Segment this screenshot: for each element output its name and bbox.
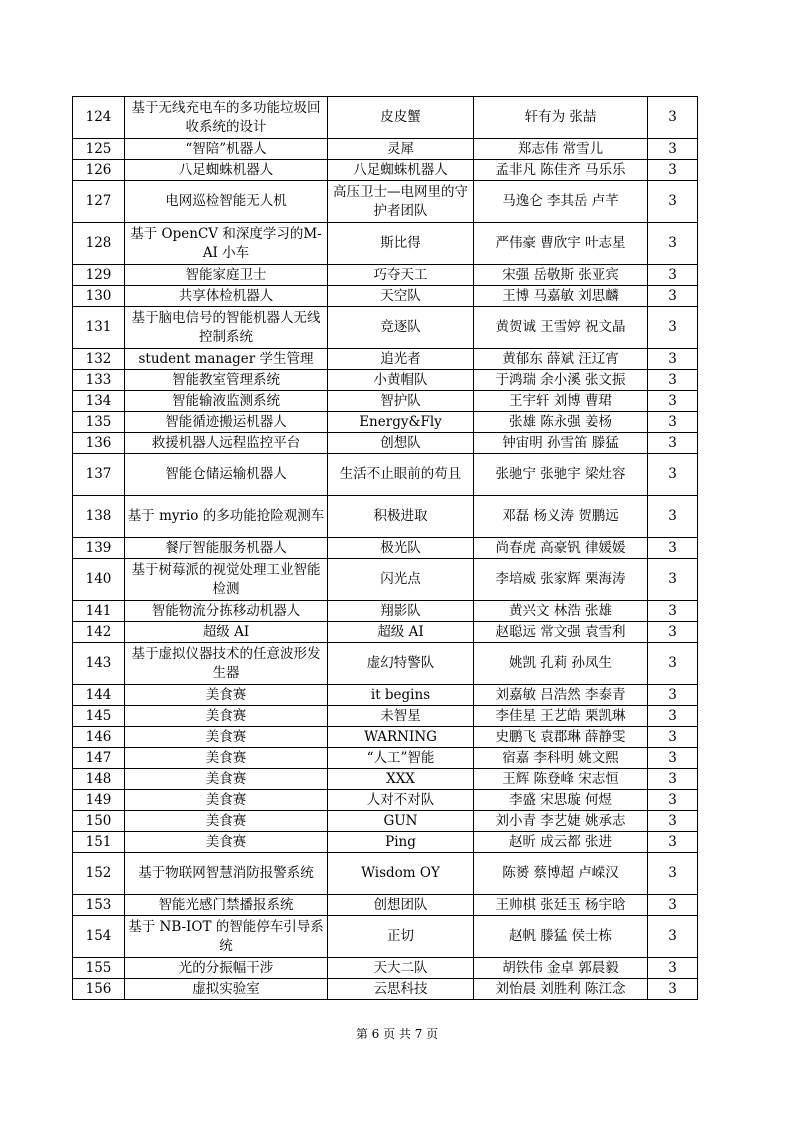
table-row bbox=[73, 412, 698, 433]
team-name-cell: XXX bbox=[328, 769, 474, 790]
count-cell: 3 bbox=[648, 538, 698, 559]
team-name-cell: 巧夺天工 bbox=[328, 265, 474, 286]
table-row bbox=[73, 286, 698, 307]
count-cell: 3 bbox=[648, 349, 698, 370]
members-cell: 宿嘉 李科明 姚文熙 bbox=[474, 748, 648, 769]
team-name-cell: 八足蜘蛛机器人 bbox=[328, 160, 474, 181]
table-row bbox=[73, 265, 698, 286]
results-table bbox=[72, 96, 698, 1000]
members-cell: 王帅棋 张廷玉 杨宇晗 bbox=[474, 895, 648, 916]
project-name-cell: 智能教室管理系统 bbox=[125, 370, 328, 391]
row-number-cell: 133 bbox=[73, 370, 125, 391]
table-row bbox=[73, 706, 698, 727]
team-name-cell: 正切 bbox=[328, 916, 474, 958]
row-number-cell: 145 bbox=[73, 706, 125, 727]
row-number-cell: 141 bbox=[73, 601, 125, 622]
team-name-cell: 超级 AI bbox=[328, 622, 474, 643]
project-name-cell: 美食赛 bbox=[125, 769, 328, 790]
project-name-cell: 共享体检机器人 bbox=[125, 286, 328, 307]
members-cell: 于鸿瑞 余小溪 张文振 bbox=[474, 370, 648, 391]
project-name-cell: 智能家庭卫士 bbox=[125, 265, 328, 286]
row-number-cell: 144 bbox=[73, 685, 125, 706]
project-name-cell: 智能循迹搬运机器人 bbox=[125, 412, 328, 433]
row-number-cell: 125 bbox=[73, 139, 125, 160]
project-name-cell: 电网巡检智能无人机 bbox=[125, 181, 328, 223]
members-cell: 李佳星 王艺皓 栗凯琳 bbox=[474, 706, 648, 727]
project-name-cell: 基于 OpenCV 和深度学习的M-AI 小车 bbox=[125, 223, 328, 265]
count-cell: 3 bbox=[648, 706, 698, 727]
count-cell: 3 bbox=[648, 433, 698, 454]
members-cell: 严伟豪 曹欣宇 叶志星 bbox=[474, 223, 648, 265]
table-row bbox=[73, 748, 698, 769]
page-footer: 第 6 页 共 7 页 bbox=[355, 1027, 439, 1041]
table-row bbox=[73, 601, 698, 622]
count-cell: 3 bbox=[648, 643, 698, 685]
count-cell: 3 bbox=[648, 853, 698, 895]
count-cell: 3 bbox=[648, 601, 698, 622]
table-row bbox=[73, 832, 698, 853]
row-number-cell: 124 bbox=[73, 97, 125, 139]
count-cell: 3 bbox=[648, 748, 698, 769]
row-number-cell: 146 bbox=[73, 727, 125, 748]
project-name-cell: “智陪”机器人 bbox=[125, 139, 328, 160]
project-name-cell: 美食赛 bbox=[125, 727, 328, 748]
count-cell: 3 bbox=[648, 685, 698, 706]
count-cell: 3 bbox=[648, 895, 698, 916]
count-cell: 3 bbox=[648, 391, 698, 412]
project-name-cell: 基于虚拟仪器技术的任意波形发生器 bbox=[125, 643, 328, 685]
project-name-cell: 美食赛 bbox=[125, 832, 328, 853]
members-cell: 郑志伟 常雪儿 bbox=[474, 139, 648, 160]
count-cell: 3 bbox=[648, 958, 698, 979]
team-name-cell: 人对不对队 bbox=[328, 790, 474, 811]
project-name-cell: 智能仓储运输机器人 bbox=[125, 454, 328, 496]
table-row bbox=[73, 223, 698, 265]
team-name-cell: Wisdom OY bbox=[328, 853, 474, 895]
row-number-cell: 128 bbox=[73, 223, 125, 265]
members-cell: 赵昕 成云都 张进 bbox=[474, 832, 648, 853]
row-number-cell: 127 bbox=[73, 181, 125, 223]
team-name-cell: Ping bbox=[328, 832, 474, 853]
members-cell: 孟非凡 陈佳齐 马乐乐 bbox=[474, 160, 648, 181]
team-name-cell: 皮皮蟹 bbox=[328, 97, 474, 139]
table-body bbox=[73, 97, 698, 1000]
count-cell: 3 bbox=[648, 811, 698, 832]
count-cell: 3 bbox=[648, 370, 698, 391]
count-cell: 3 bbox=[648, 790, 698, 811]
table-row bbox=[73, 433, 698, 454]
table-row bbox=[73, 160, 698, 181]
members-cell: 王宇轩 刘博 曹珺 bbox=[474, 391, 648, 412]
project-name-cell: 虚拟实验室 bbox=[125, 979, 328, 1000]
count-cell: 3 bbox=[648, 727, 698, 748]
project-name-cell: 美食赛 bbox=[125, 790, 328, 811]
row-number-cell: 130 bbox=[73, 286, 125, 307]
project-name-cell: 智能光感门禁播报系统 bbox=[125, 895, 328, 916]
row-number-cell: 137 bbox=[73, 454, 125, 496]
project-name-cell: 美食赛 bbox=[125, 706, 328, 727]
table-row bbox=[73, 685, 698, 706]
row-number-cell: 129 bbox=[73, 265, 125, 286]
row-number-cell: 152 bbox=[73, 853, 125, 895]
table-row bbox=[73, 538, 698, 559]
team-name-cell: 高压卫士—电网里的守护者团队 bbox=[328, 181, 474, 223]
project-name-cell: 基于物联网智慧消防报警系统 bbox=[125, 853, 328, 895]
table-row bbox=[73, 370, 698, 391]
members-cell: 尚春虎 高豪钒 律媛媛 bbox=[474, 538, 648, 559]
team-name-cell: it begins bbox=[328, 685, 474, 706]
table-row bbox=[73, 790, 698, 811]
count-cell: 3 bbox=[648, 265, 698, 286]
team-name-cell: 智护队 bbox=[328, 391, 474, 412]
table-row bbox=[73, 559, 698, 601]
count-cell: 3 bbox=[648, 769, 698, 790]
table-row bbox=[73, 811, 698, 832]
members-cell: 刘小青 李艺婕 姚承志 bbox=[474, 811, 648, 832]
project-name-cell: 超级 AI bbox=[125, 622, 328, 643]
project-name-cell: 基于 NB-IOT 的智能停车引导系统 bbox=[125, 916, 328, 958]
members-cell: 邓磊 杨义涛 贺鹏远 bbox=[474, 496, 648, 538]
row-number-cell: 140 bbox=[73, 559, 125, 601]
members-cell: 黄郁东 薛斌 汪辽宵 bbox=[474, 349, 648, 370]
row-number-cell: 142 bbox=[73, 622, 125, 643]
row-number-cell: 155 bbox=[73, 958, 125, 979]
count-cell: 3 bbox=[648, 97, 698, 139]
team-name-cell: 斯比得 bbox=[328, 223, 474, 265]
team-name-cell: 积极进取 bbox=[328, 496, 474, 538]
project-name-cell: 智能输液监测系统 bbox=[125, 391, 328, 412]
members-cell: 黄贺诚 王雪婷 祝文晶 bbox=[474, 307, 648, 349]
team-name-cell: 虚幻特警队 bbox=[328, 643, 474, 685]
members-cell: 王辉 陈登峰 宋志恒 bbox=[474, 769, 648, 790]
row-number-cell: 131 bbox=[73, 307, 125, 349]
team-name-cell: 小黄帽队 bbox=[328, 370, 474, 391]
count-cell: 3 bbox=[648, 496, 698, 538]
members-cell: 陈赟 蔡博超 卢嵘汉 bbox=[474, 853, 648, 895]
team-name-cell: 云思科技 bbox=[328, 979, 474, 1000]
team-name-cell: “人工”智能 bbox=[328, 748, 474, 769]
members-cell: 李盛 宋思璇 何煜 bbox=[474, 790, 648, 811]
count-cell: 3 bbox=[648, 832, 698, 853]
team-name-cell: 翔影队 bbox=[328, 601, 474, 622]
row-number-cell: 151 bbox=[73, 832, 125, 853]
table-row bbox=[73, 496, 698, 538]
members-cell: 赵帆 滕猛 侯士栋 bbox=[474, 916, 648, 958]
table-row bbox=[73, 895, 698, 916]
table-row bbox=[73, 139, 698, 160]
table-row bbox=[73, 769, 698, 790]
count-cell: 3 bbox=[648, 181, 698, 223]
project-name-cell: 八足蜘蛛机器人 bbox=[125, 160, 328, 181]
members-cell: 马逸仑 李其岳 卢芊 bbox=[474, 181, 648, 223]
members-cell: 李培威 张家辉 栗海涛 bbox=[474, 559, 648, 601]
row-number-cell: 132 bbox=[73, 349, 125, 370]
table-row bbox=[73, 979, 698, 1000]
project-name-cell: 基于 myrio 的多功能抢险观测车 bbox=[125, 496, 328, 538]
row-number-cell: 149 bbox=[73, 790, 125, 811]
team-name-cell: 竞逐队 bbox=[328, 307, 474, 349]
table-row bbox=[73, 349, 698, 370]
project-name-cell: student manager 学生管理 bbox=[125, 349, 328, 370]
project-name-cell: 基于无线充电车的多功能垃圾回收系统的设计 bbox=[125, 97, 328, 139]
row-number-cell: 148 bbox=[73, 769, 125, 790]
members-cell: 宋强 岳敬斯 张亚宾 bbox=[474, 265, 648, 286]
row-number-cell: 150 bbox=[73, 811, 125, 832]
project-name-cell: 光的分振幅干涉 bbox=[125, 958, 328, 979]
members-cell: 张驰宁 张驰宇 梁灶容 bbox=[474, 454, 648, 496]
count-cell: 3 bbox=[648, 160, 698, 181]
count-cell: 3 bbox=[648, 412, 698, 433]
table-row bbox=[73, 391, 698, 412]
table-row bbox=[73, 181, 698, 223]
team-name-cell: 极光队 bbox=[328, 538, 474, 559]
team-name-cell: 闪光点 bbox=[328, 559, 474, 601]
members-cell: 刘怡晨 刘胜利 陈江念 bbox=[474, 979, 648, 1000]
team-name-cell: 追光者 bbox=[328, 349, 474, 370]
team-name-cell: 未智星 bbox=[328, 706, 474, 727]
project-name-cell: 智能物流分拣移动机器人 bbox=[125, 601, 328, 622]
row-number-cell: 153 bbox=[73, 895, 125, 916]
members-cell: 刘嘉敏 吕浩然 李泰青 bbox=[474, 685, 648, 706]
members-cell: 钟宙明 孙雪笛 滕猛 bbox=[474, 433, 648, 454]
table-row bbox=[73, 727, 698, 748]
members-cell: 黄兴文 林浩 张雄 bbox=[474, 601, 648, 622]
project-name-cell: 救援机器人远程监控平台 bbox=[125, 433, 328, 454]
team-name-cell: 天空队 bbox=[328, 286, 474, 307]
members-cell: 史鹏飞 袁郡琳 薛静雯 bbox=[474, 727, 648, 748]
project-name-cell: 美食赛 bbox=[125, 685, 328, 706]
project-name-cell: 基于树莓派的视觉处理工业智能检测 bbox=[125, 559, 328, 601]
row-number-cell: 154 bbox=[73, 916, 125, 958]
count-cell: 3 bbox=[648, 454, 698, 496]
row-number-cell: 138 bbox=[73, 496, 125, 538]
project-name-cell: 基于脑电信号的智能机器人无线控制系统 bbox=[125, 307, 328, 349]
count-cell: 3 bbox=[648, 559, 698, 601]
table-row bbox=[73, 454, 698, 496]
members-cell: 姚凯 孔莉 孙凤生 bbox=[474, 643, 648, 685]
row-number-cell: 135 bbox=[73, 412, 125, 433]
team-name-cell: 创想队 bbox=[328, 433, 474, 454]
count-cell: 3 bbox=[648, 622, 698, 643]
count-cell: 3 bbox=[648, 307, 698, 349]
members-cell: 轩有为 张喆 bbox=[474, 97, 648, 139]
row-number-cell: 136 bbox=[73, 433, 125, 454]
table-row bbox=[73, 97, 698, 139]
row-number-cell: 134 bbox=[73, 391, 125, 412]
team-name-cell: 灵犀 bbox=[328, 139, 474, 160]
row-number-cell: 139 bbox=[73, 538, 125, 559]
team-name-cell: GUN bbox=[328, 811, 474, 832]
row-number-cell: 126 bbox=[73, 160, 125, 181]
row-number-cell: 156 bbox=[73, 979, 125, 1000]
team-name-cell: 天大二队 bbox=[328, 958, 474, 979]
row-number-cell: 143 bbox=[73, 643, 125, 685]
table-row bbox=[73, 853, 698, 895]
row-number-cell: 147 bbox=[73, 748, 125, 769]
count-cell: 3 bbox=[648, 979, 698, 1000]
team-name-cell: 生活不止眼前的苟且 bbox=[328, 454, 474, 496]
table-row bbox=[73, 622, 698, 643]
project-name-cell: 美食赛 bbox=[125, 811, 328, 832]
members-cell: 赵聪远 常文强 袁雪利 bbox=[474, 622, 648, 643]
team-name-cell: Energy&Fly bbox=[328, 412, 474, 433]
table-row bbox=[73, 916, 698, 958]
members-cell: 胡铁伟 金卓 郭晨毅 bbox=[474, 958, 648, 979]
table-row bbox=[73, 643, 698, 685]
members-cell: 王博 马嘉敏 刘思麟 bbox=[474, 286, 648, 307]
count-cell: 3 bbox=[648, 916, 698, 958]
count-cell: 3 bbox=[648, 223, 698, 265]
count-cell: 3 bbox=[648, 139, 698, 160]
project-name-cell: 餐厅智能服务机器人 bbox=[125, 538, 328, 559]
count-cell: 3 bbox=[648, 286, 698, 307]
project-name-cell: 美食赛 bbox=[125, 748, 328, 769]
team-name-cell: WARNING bbox=[328, 727, 474, 748]
table-row bbox=[73, 958, 698, 979]
team-name-cell: 创想团队 bbox=[328, 895, 474, 916]
table-row bbox=[73, 307, 698, 349]
members-cell: 张雄 陈永强 姜杨 bbox=[474, 412, 648, 433]
